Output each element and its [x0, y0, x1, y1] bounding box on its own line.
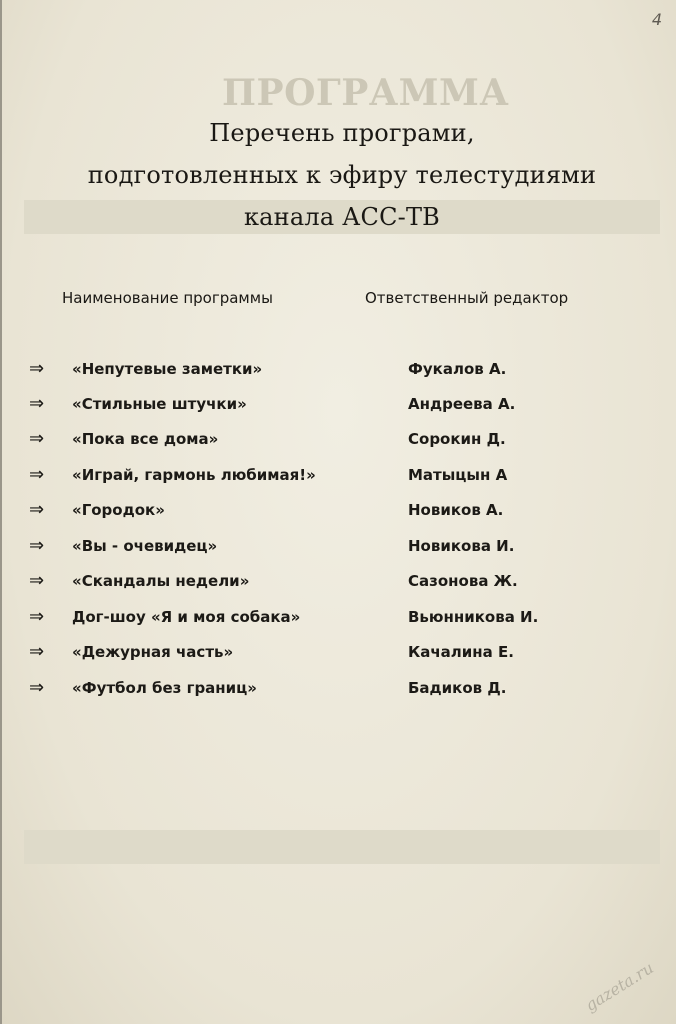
program-name: «Скандалы недели» — [72, 572, 250, 590]
editor-name: Новиков А. — [408, 501, 504, 519]
program-name: «Непутевые заметки» — [72, 360, 263, 378]
arrow-icon: ⇒ — [29, 428, 45, 449]
title-line: Перечень програми, — [209, 119, 475, 147]
bleed-through-heading: ПРОГРАММА — [222, 72, 510, 114]
page-title — [62, 112, 622, 238]
watermark: gazeta.ru — [582, 958, 658, 1015]
editor-name: Новикова И. — [408, 537, 515, 555]
page-number: 4 — [651, 10, 662, 29]
program-name: «Дежурная часть» — [72, 643, 234, 661]
arrow-icon: ⇒ — [29, 499, 45, 520]
arrow-icon: ⇒ — [29, 393, 45, 414]
program-name: «Городок» — [72, 501, 165, 519]
arrow-icon: ⇒ — [29, 464, 45, 485]
arrow-icon: ⇒ — [29, 641, 45, 662]
bleed-through-band — [24, 830, 660, 864]
editor-name: Андреева А. — [408, 395, 516, 413]
program-name: «Вы - очевидец» — [72, 537, 218, 555]
arrow-icon: ⇒ — [29, 606, 45, 627]
list-item — [2, 499, 676, 525]
list-item — [2, 535, 676, 561]
arrow-icon: ⇒ — [29, 535, 45, 556]
arrow-icon: ⇒ — [29, 358, 45, 379]
editor-name: Сазонова Ж. — [408, 572, 518, 590]
list-item — [2, 606, 676, 632]
arrow-icon: ⇒ — [29, 677, 45, 698]
editor-column-header: Ответственный редактор — [365, 289, 569, 307]
program-name: «Стильные штучки» — [72, 395, 247, 413]
program-name: «Футбол без границ» — [72, 679, 257, 697]
title-line: канала АСС-ТВ — [243, 203, 441, 231]
editor-name: Бадиков Д. — [408, 679, 507, 697]
list-item — [2, 677, 676, 703]
title-line: подготовленных к эфиру телестудиями — [87, 161, 597, 189]
editor-name: Вьюнникова И. — [408, 608, 539, 626]
list-item — [2, 358, 676, 384]
list-item — [2, 570, 676, 596]
editor-name: Фукалов А. — [408, 360, 507, 378]
editor-name: Сорокин Д. — [408, 430, 506, 448]
program-name: Дог-шоу «Я и моя собака» — [72, 608, 301, 626]
editor-name: Матыцын А — [408, 466, 508, 484]
list-item — [2, 393, 676, 419]
program-name: «Играй, гармонь любимая!» — [72, 466, 316, 484]
program-name: «Пока все дома» — [72, 430, 219, 448]
list-item — [2, 428, 676, 454]
list-item — [2, 641, 676, 667]
editor-name: Качалина Е. — [408, 643, 514, 661]
program-column-header: Наименование программы — [62, 289, 273, 307]
arrow-icon: ⇒ — [29, 570, 45, 591]
list-item — [2, 464, 676, 490]
